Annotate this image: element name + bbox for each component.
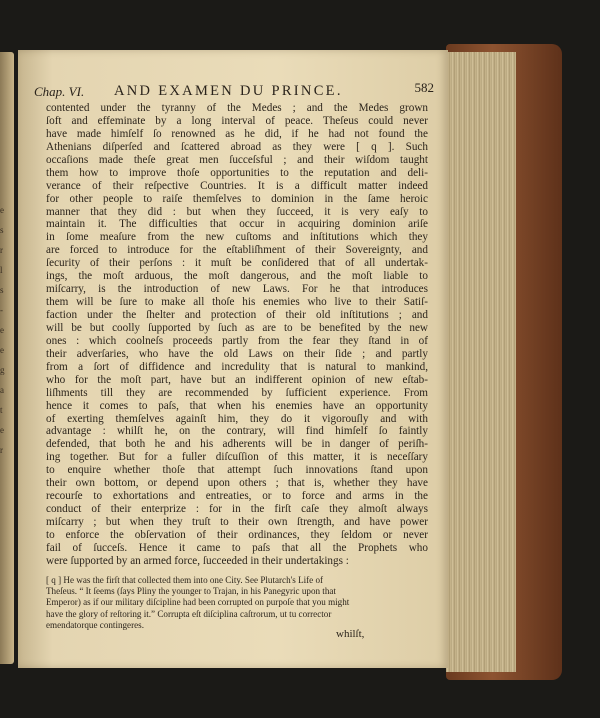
margin-letter: e: [0, 425, 4, 435]
text-line: from a ſort of diffidence and incredulity that is natural to mankind,: [46, 360, 428, 373]
text-line: who for the moſt part, have but an indifferent opinion of new eſtab-: [46, 373, 428, 386]
text-line: fail of ſucceſs. Hence it came to paſs that all the Prophets who: [46, 541, 428, 554]
text-line: contented under the tyranny of the Medes ; and the Medes grown: [46, 102, 428, 114]
left-page-margin-letters: [0, 200, 10, 460]
margin-letter: r: [0, 245, 3, 255]
text-line: to enquire whether thoſe that attempt ſuch innovations ſtand upon: [46, 464, 428, 477]
text-line: Athenians diſperſed and ſcattered abroad as they were [ q ]. Such: [46, 140, 428, 153]
text-line: manner that they did : but when they ſucceed, it is very eaſy to: [46, 205, 428, 218]
text-line: them how to improve thoſe opportunities to the reputation and deli-: [46, 166, 428, 179]
text-line: their adverſaries, who have the old Laws on their ſide ; and partly: [46, 347, 428, 360]
text-line: conduct of their enterprize : for in the firſt caſe they almoſt always: [46, 503, 428, 516]
body-text: [46, 102, 428, 568]
margin-letter: s: [0, 285, 4, 295]
text-line: recourſe to exhortations and entreaties, or to force and arms in the: [46, 490, 428, 503]
running-header: [34, 80, 434, 102]
text-line: were ſupported by an armed force, ſucceeded in their undertakings :: [46, 554, 349, 567]
margin-letter: s: [0, 225, 4, 235]
text-line: ſoft and effeminate by a long interval of peace. Theſeus could never: [46, 114, 428, 127]
footnote-line: Theſeus. “ It ſeems (ſays Pliny the younger to Trajan, in his Panegyric upon that: [46, 586, 336, 597]
margin-letter: r: [0, 445, 3, 455]
margin-letter: l: [0, 265, 3, 275]
text-line: maintain it. The difficulties that occur in acquiring dominion ariſe: [46, 218, 428, 231]
margin-letter: -: [0, 305, 3, 315]
running-title: AND EXAMEN DU PRINCE.: [114, 83, 343, 99]
text-line: ſecurity of their perſons : it muſt be conſidered that of all undertak-: [46, 257, 428, 270]
text-line: verance of their reſpective Countries. It is a difficult matter indeed: [46, 179, 428, 192]
page-number: 582: [414, 80, 434, 95]
text-line: occaſions made theſe great men ſucceſsful ; and their wiſdom taught: [46, 153, 428, 166]
text-line: faction under the ſhelter and protection of their old inſtitutions ; and: [46, 309, 428, 321]
footnote-line: [ q ] He was the firſt that collected them into one City. See Plutarch's Life of: [46, 575, 324, 585]
text-line: to enforce the obſervation of their ordinances, they ſeldom or never: [46, 528, 428, 541]
footnote-line: Emperor) as if our military diſcipline had been corrupted on purpoſe that you might: [46, 597, 350, 608]
text-line: their own bottom, or depend upon others ; that is, whether they have: [46, 477, 428, 490]
margin-letter: e: [0, 345, 4, 355]
text-line: in ſome meaſure from the new cuſtoms and inſtitutions which they: [46, 231, 428, 244]
text-line: ings, the moſt arduous, the moſt dangerous, and the moſt liable to: [46, 270, 428, 283]
margin-letter: t: [0, 405, 3, 415]
text-line: advantage : whilſt he, on the contrary, will find himſelf ſo faintly: [46, 425, 428, 438]
footnote-line: have the glory of reſtoring it.” Corrupta eſt diſciplina caſtrorum, ut tu corrector: [46, 608, 332, 619]
text-line: them will be ſure to make all thoſe his enemies who live to their Satiſ-: [46, 296, 428, 309]
text-line: miſcarry, is the introduction of new Laws. For he that introduces: [46, 283, 428, 296]
text-line: defended, that both he and his adherents will be in danger of periſh-: [46, 438, 428, 451]
chapter-label: Chap. VI.: [34, 84, 85, 99]
text-line: are forced to introduce for the eſtabliſhment of their Sovereignty, and: [46, 244, 428, 257]
text-line: have made himſelf ſo renowned as he did, if he had not found the: [46, 127, 428, 140]
margin-letter: g: [0, 365, 5, 375]
margin-letter: e: [0, 205, 4, 215]
margin-letter: a: [0, 385, 4, 395]
text-line: ones : which coolneſs proceeds partly from the fear they ſtand in of: [46, 334, 428, 347]
catchword: whilſt,: [336, 628, 365, 640]
text-line: of exerting themſelves againſt him, they do it vigorouſly and with: [46, 412, 428, 425]
footnote-line: emendatorque contingeres.: [46, 619, 144, 630]
text-line: miſcarry ; but when they truſt to their own ſtrength, and have power: [46, 516, 428, 528]
footnote: [46, 575, 428, 631]
book-page: [18, 50, 448, 668]
text-line: ing together. But for a fuller diſcuſſion of this matter, it is neceſſary: [46, 451, 428, 464]
text-line: will be but coolly ſupported by ſuch as are to be benefited by the new: [46, 321, 428, 334]
margin-letter: e: [0, 325, 4, 335]
text-line: for other people to raiſe themſelves to dominion in the ſame heroic: [46, 192, 428, 205]
text-line: liſhments till they are recommended by ſufficient experience. From: [46, 386, 428, 399]
text-line: hence it comes to paſs, that when his enemies have an opportunity: [46, 399, 428, 412]
page-edges: [446, 52, 516, 672]
